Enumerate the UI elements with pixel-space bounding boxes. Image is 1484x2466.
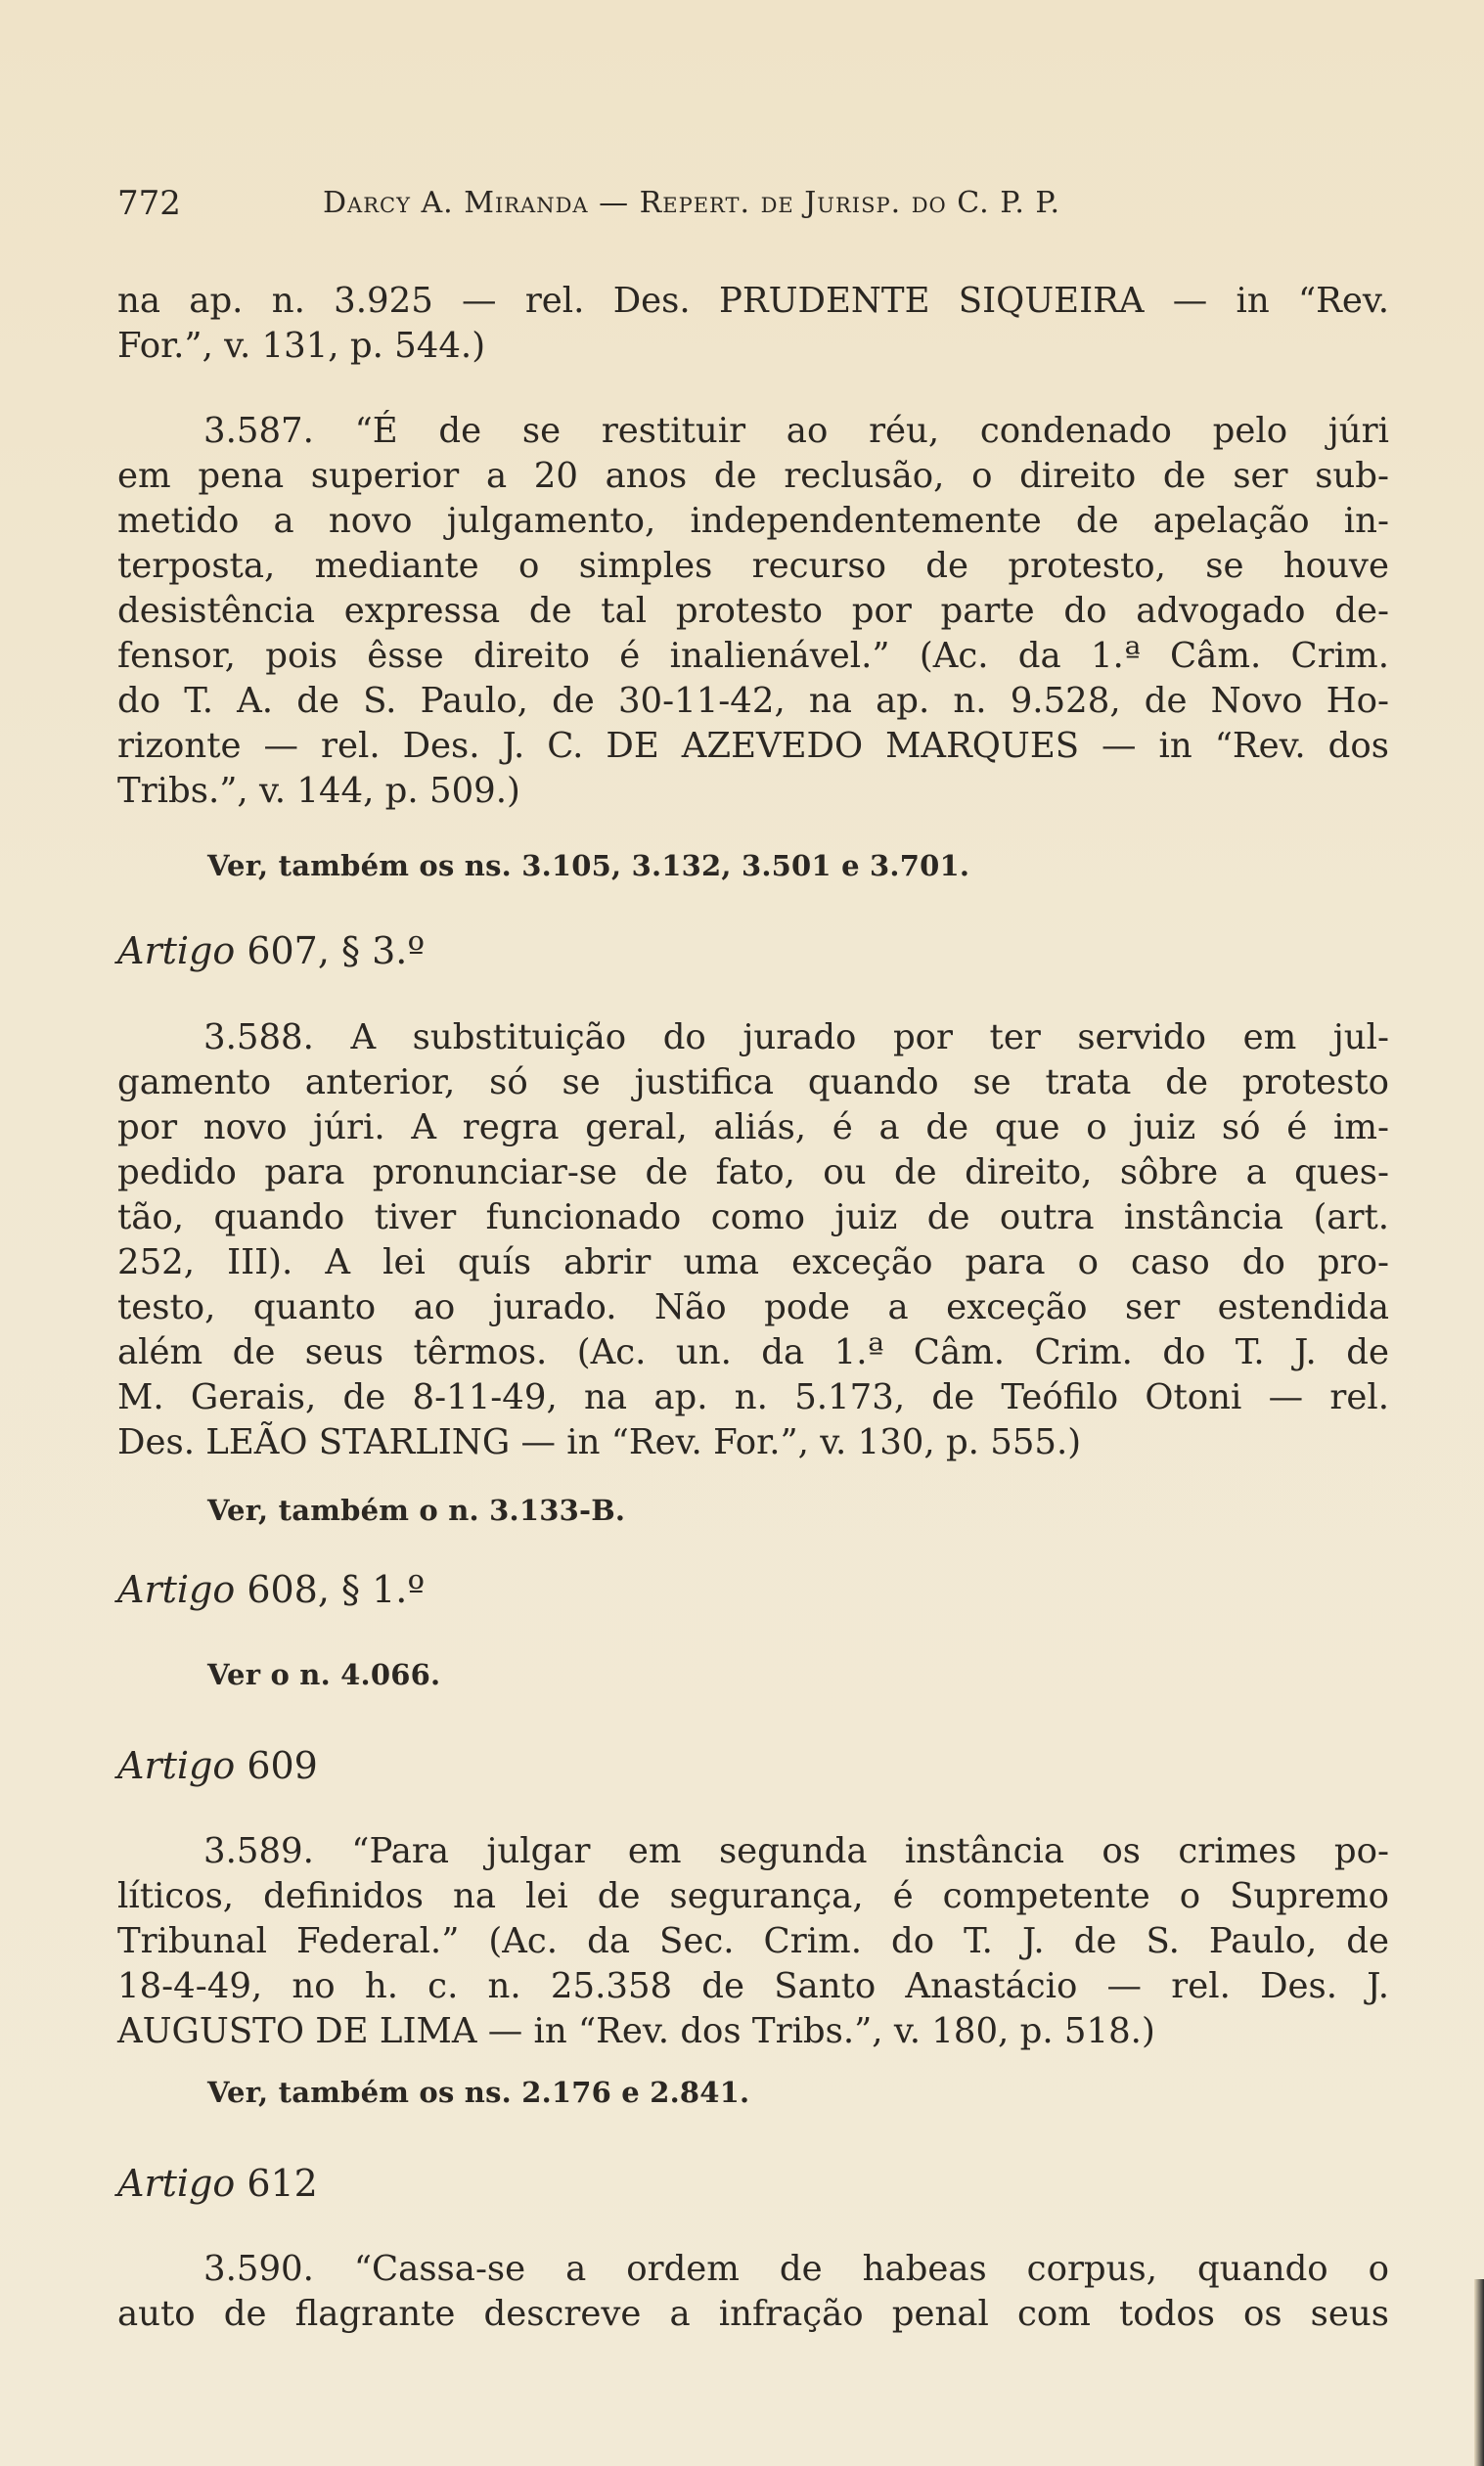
text-line: auto de flagrante descreve a infração penal com todos os seus xyxy=(117,2294,1389,2334)
text-line: metido a novo julgamento, independentemente de apelação in- xyxy=(117,501,1389,541)
entry-3589 xyxy=(117,1829,1389,2054)
text-line: Tribunal Federal.” (Ac. da Sec. Crim. do T. J. de S. Paulo, de xyxy=(117,1921,1389,1961)
article-word: Artigo xyxy=(117,929,236,972)
article-heading-608 xyxy=(117,1568,425,1611)
text-line: M. Gerais, de 8-11-49, na ap. n. 5.173, de Teófilo Otoni — rel. xyxy=(117,1377,1389,1417)
article-number: 607, § 3.º xyxy=(247,929,426,972)
text-line: fensor, pois êsse direito é inalienável.” (Ac. da 1.ª Câm. Crim. xyxy=(117,636,1389,676)
text-line: 18-4-49, no h. c. n. 25.358 de Santo Anastácio — rel. Des. J. xyxy=(117,1966,1389,2006)
text-line: rizonte — rel. Des. J. C. DE AZEVEDO MARQUES — in “Rev. dos xyxy=(117,726,1389,766)
text-line: AUGUSTO DE LIMA — in “Rev. dos Tribs.”, v. 180, p. 518.) xyxy=(117,2011,1155,2051)
text-line: 252, III). A lei quís abrir uma exceção para o caso do pro- xyxy=(117,1242,1389,1282)
see-also-note: Ver, também os ns. 2.176 e 2.841. xyxy=(207,2076,750,2109)
entry-3590 xyxy=(117,2247,1389,2337)
text-line: pedido para pronunciar-se de fato, ou de direito, sôbre a ques- xyxy=(117,1152,1389,1192)
text-line: 3.588. A substituição do jurado por ter servido em jul- xyxy=(203,1017,1389,1057)
entry-3587 xyxy=(117,409,1389,814)
text-line: 3.589. “Para julgar em segunda instância os crimes po- xyxy=(203,1831,1389,1871)
see-also-note: Ver o n. 4.066. xyxy=(207,1658,441,1691)
text-line: gamento anterior, só se justifica quando se trata de protesto xyxy=(117,1062,1389,1102)
article-heading-607 xyxy=(117,929,425,972)
article-heading-609 xyxy=(117,1744,318,1787)
article-word: Artigo xyxy=(117,1568,236,1611)
text-line: For.”, v. 131, p. 544.) xyxy=(117,326,486,366)
running-head: Darcy A. Miranda — Repert. de Jurisp. do C. P. P. xyxy=(323,186,1061,220)
text-line: terposta, mediante o simples recurso de protesto, se houve xyxy=(117,546,1389,586)
continuation-paragraph xyxy=(117,279,1389,369)
see-also-note: Ver, também o n. 3.133-B. xyxy=(207,1494,626,1527)
text-line: líticos, definidos na lei de segurança, é competente o Supremo xyxy=(117,1876,1389,1916)
text-line: Tribs.”, v. 144, p. 509.) xyxy=(117,771,520,811)
text-line: por novo júri. A regra geral, aliás, é a de que o juiz só é im- xyxy=(117,1107,1389,1147)
text-line: em pena superior a 20 anos de reclusão, o direito de ser sub- xyxy=(117,456,1389,496)
page-header xyxy=(117,184,1389,233)
text-line: testo, quanto ao jurado. Não pode a exceção ser estendida xyxy=(117,1287,1389,1327)
article-heading-612 xyxy=(117,2162,318,2205)
article-word: Artigo xyxy=(117,2162,236,2205)
article-number: 609 xyxy=(247,1744,318,1787)
text-line: além de seus têrmos. (Ac. un. da 1.ª Câm. Crim. do T. J. de xyxy=(117,1332,1389,1372)
see-also-note: Ver, também os ns. 3.105, 3.132, 3.501 e 3.701. xyxy=(207,849,970,882)
article-number: 608, § 1.º xyxy=(247,1568,426,1611)
page-edge-shadow xyxy=(1474,2279,1484,2466)
text-line: desistência expressa de tal protesto por parte do advogado de- xyxy=(117,591,1389,631)
text-line: tão, quando tiver funcionado como juiz de outra instância (art. xyxy=(117,1197,1389,1237)
text-line: 3.587. “É de se restituir ao réu, condenado pelo júri xyxy=(203,411,1389,451)
text-line: Des. LEÃO STARLING — in “Rev. For.”, v. 130, p. 555.) xyxy=(117,1422,1082,1462)
text-line: na ap. n. 3.925 — rel. Des. PRUDENTE SIQUEIRA — in “Rev. xyxy=(117,281,1389,321)
entry-3588 xyxy=(117,1015,1389,1465)
text-line: do T. A. de S. Paulo, de 30-11-42, na ap. n. 9.528, de Novo Ho- xyxy=(117,681,1389,721)
page-number: 772 xyxy=(117,184,181,223)
article-number: 612 xyxy=(247,2162,318,2205)
text-line: 3.590. “Cassa-se a ordem de habeas corpus, quando o xyxy=(203,2249,1389,2289)
article-word: Artigo xyxy=(117,1744,236,1787)
